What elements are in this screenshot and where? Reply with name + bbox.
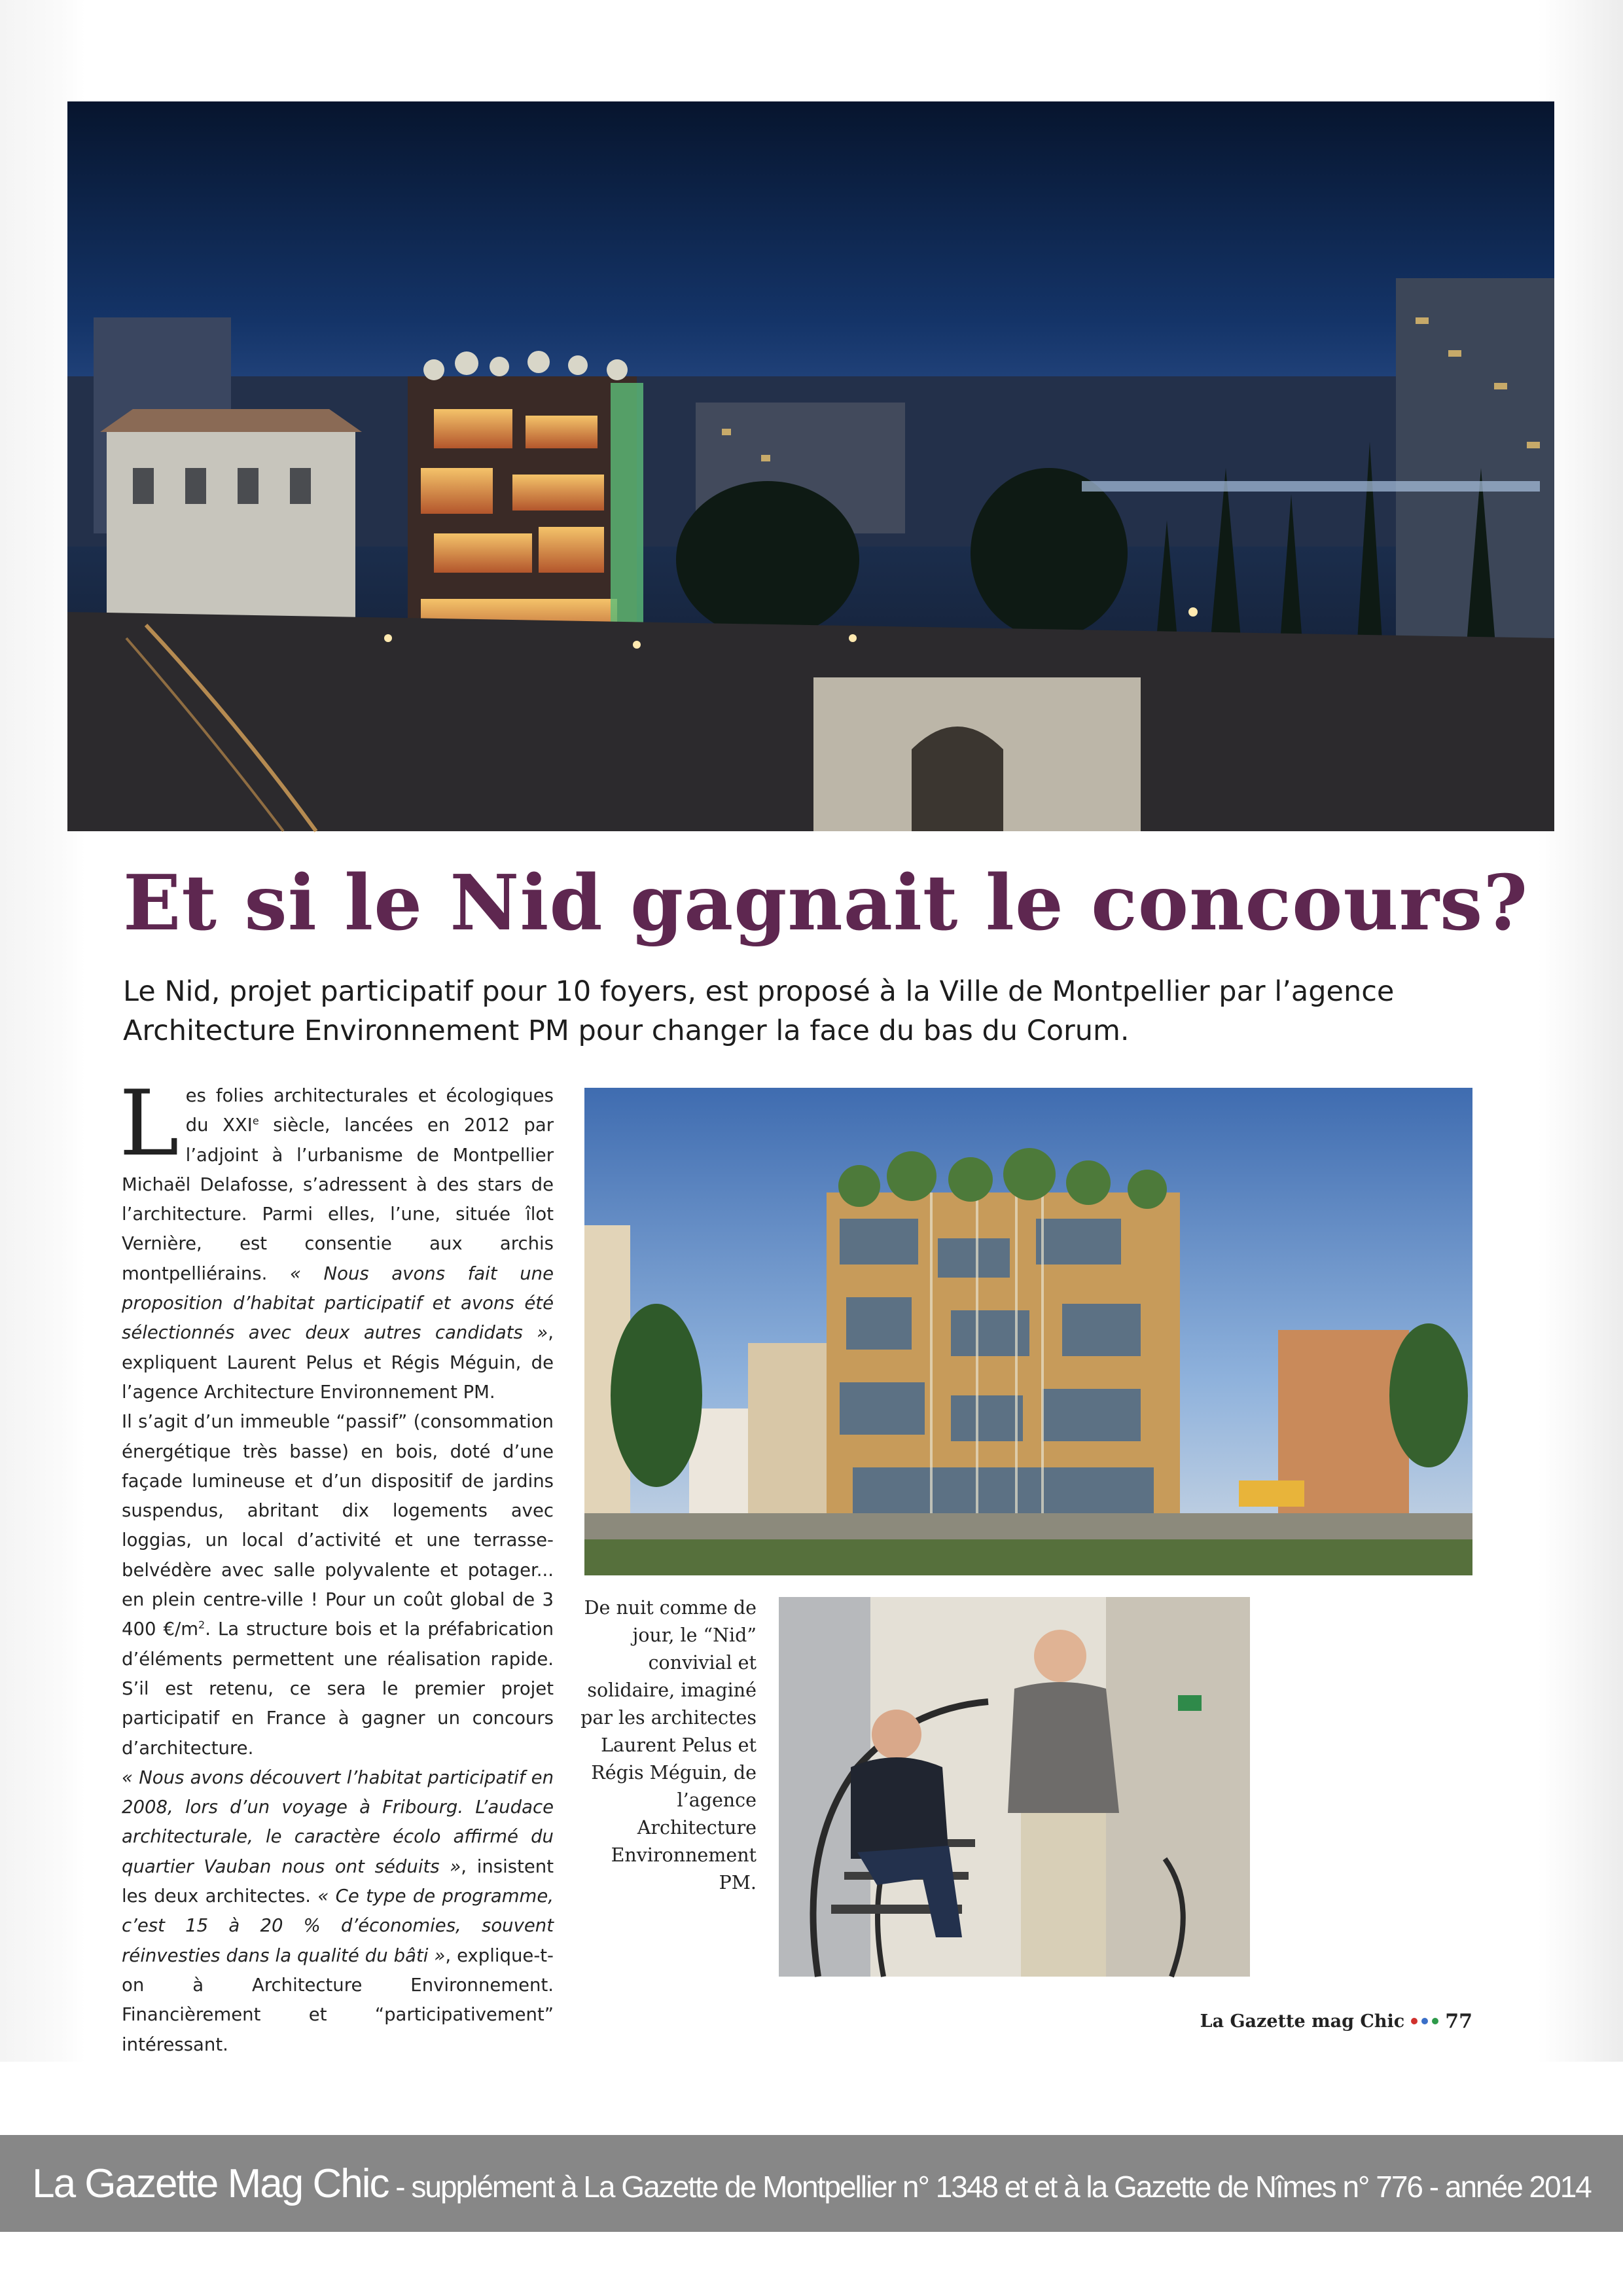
drop-cap: L (119, 1071, 179, 1176)
article-lede: Le Nid, projet participatif pour 10 foyers, est proposé à la Ville de Montpellier par l’agence Architecture Environnement PM pour changer la face du bas du Corum. (123, 975, 1395, 1047)
body-quote: « Ce type de programme, c’est 15 à 20 % d’économies, souvent réinvesties dans la qualité du bâti » (122, 1886, 554, 1966)
page-folio (1152, 2007, 1472, 2036)
body-text-run: , expliquent Laurent Pelus et Régis Méguin, de l’agence Architecture Environnement PM. (122, 1322, 554, 1403)
photo-caption: De nuit comme de jour, le “Nid” convivial et solidaire, imaginé par les architectes Laurent Pelus et Régis Méguin, de l’agence Architecture Environnement PM. (580, 1597, 757, 1893)
article-body (119, 1071, 554, 2055)
footer-brand: La Gazette Mag Chic (32, 2161, 389, 2206)
body-text-run: siècle, lancées en 2012 par l’adjoint à l’urbanisme de Montpellier Michaël Delafosse, s’adressent à des stars de l’architecture. Parmi elles, l’une, située îlot Vernière, est consentie aux archis montpelliérains. (122, 1115, 554, 1284)
footer-band (0, 2135, 1623, 2232)
folio-brand: La Gazette mag Chic (1200, 2011, 1405, 2032)
footer-details: - supplément à La Gazette de Montpellier n° 1348 et et à la Gazette de Nîmes n° 776 - année 2014 (388, 2169, 1591, 2204)
body-paragraph-3 (122, 1763, 554, 2060)
article-headline: Et si le Nid gagnait le concours? (123, 859, 1529, 948)
page-number: 77 (1445, 2009, 1472, 2033)
body-paragraph-1 (119, 1071, 554, 1407)
hero-night-photo (67, 101, 1554, 831)
footer-credit (32, 2161, 1591, 2207)
body-quote: « Nous avons fait une proposition d’habitat participatif et avons été sélectionnés avec deux autres candidats » (122, 1263, 554, 1344)
body-paragraph-2 (122, 1407, 554, 1763)
body-text-run: es folies architecturales et écologiques du XXI (185, 1085, 554, 1136)
body-text-run: . La structure bois et la préfabrication d’éléments permettent une réalisation rapide. S’il est retenu, ce sera le premier projet participatif en France à gagner un concours d’architecture. (122, 1619, 554, 1759)
body-text-run: Il s’agit d’un immeuble “passif” (consommation énergétique très basse) en bois, doté d’une façade lumineuse et d’un dispositif de jardins suspendus, abritant dix logements avec loggias, un local d’activité et une terrasse-belvédère avec salle polyvalente et potager... en plein centre-ville ! Pour un coût global de 3 400 €/m (122, 1411, 554, 1640)
folio-dot-red (1411, 2018, 1418, 2024)
body-text-run: , insistent les deux architectes. (122, 1856, 554, 1907)
superscript: 2 (198, 1619, 205, 1632)
folio-dot-blue (1421, 2018, 1428, 2024)
body-quote: « Nous avons découvert l’habitat participatif en 2008, lors d’un voyage à Fribourg. L’audace architecturale, le caractère écolo affirmé du quartier Vauban nous ont séduits » (122, 1767, 554, 1877)
folio-dots (1411, 2018, 1438, 2024)
architects-portrait-photo (779, 1597, 1250, 1977)
building-day-rendering (584, 1088, 1472, 1575)
body-text-run: , explique-t-on à Architecture Environnement. Financièrement et “participativement” intéressant. (122, 1945, 554, 2055)
folio-dot-green (1432, 2018, 1438, 2024)
superscript: e (252, 1115, 259, 1128)
